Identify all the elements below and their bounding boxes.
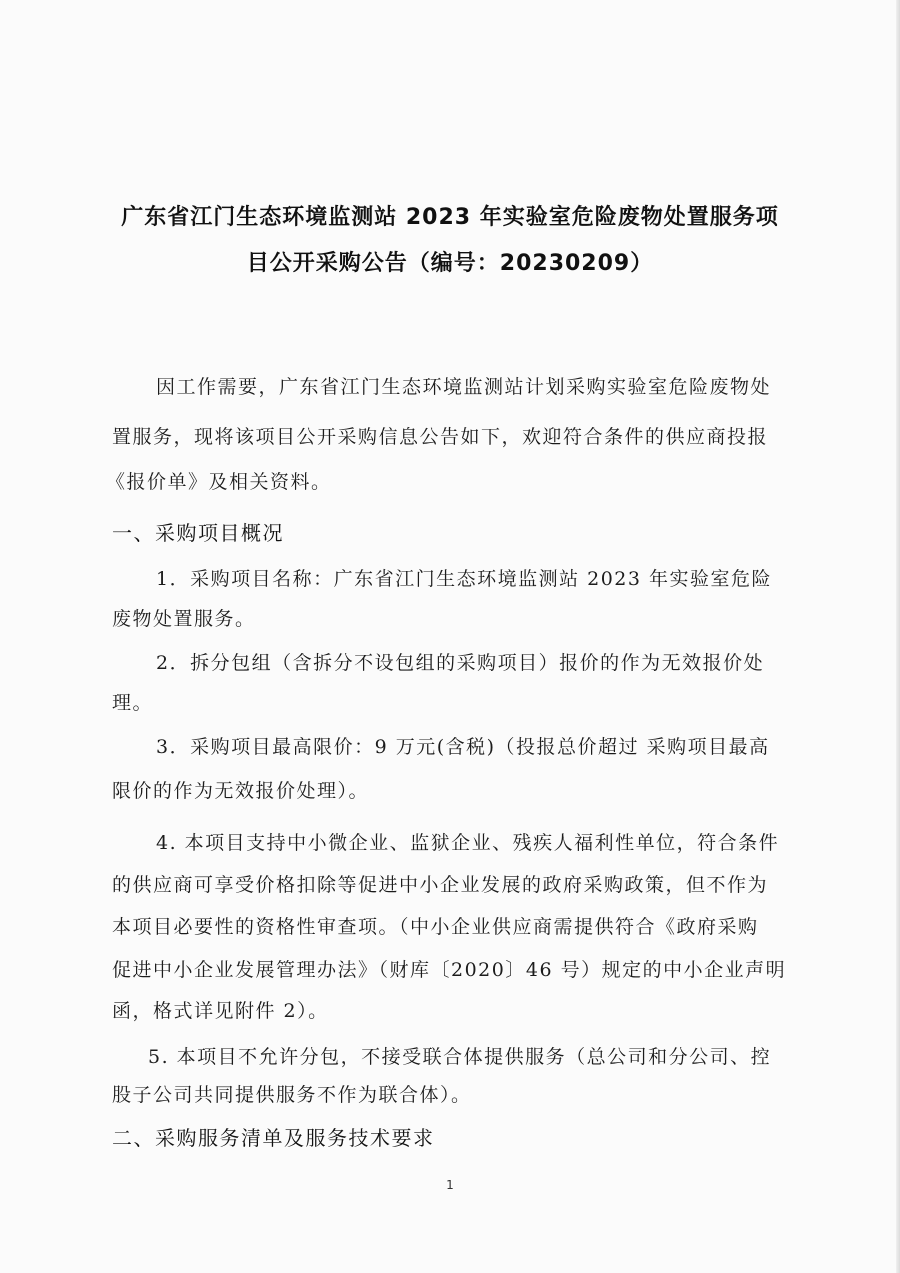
item-2-line-1: 2．拆分包组（含拆分不设包组的采购项目）报价的作为无效报价处 <box>156 652 765 674</box>
scan-edge <box>896 0 900 1273</box>
item-2-line-2: 理。 <box>112 692 154 714</box>
intro-line-1: 因工作需要，广东省江门生态环境监测站计划采购实验室危险废物处 <box>156 376 772 398</box>
item-4-line-1: 4. 本项目支持中小微企业、监狱企业、残疾人福利性单位，符合条件 <box>156 832 780 854</box>
item-3-line-1: 3．采购项目最高限价：9 万元(含税)（投报总价超过 采购项目最高 <box>156 736 770 758</box>
item-4-line-5: 函，格式详见附件 2）。 <box>112 1000 329 1022</box>
item-4-line-3: 本项目必要性的资格性审查项。（中小企业供应商需提供符合《政府采购 <box>112 916 759 938</box>
intro-line-2: 置服务，现将该项目公开采购信息公告如下，欢迎符合条件的供应商投报 <box>112 426 769 448</box>
intro-line-3: 《报价单》及相关资料。 <box>106 471 332 493</box>
item-5-line-1: 5. 本项目不允许分包，不接受联合体提供服务（总公司和分公司、控 <box>148 1046 772 1068</box>
item-3-line-2: 限价的作为无效报价处理）。 <box>112 780 370 802</box>
item-4-line-2: 的供应商可享受价格扣除等促进中小企业发展的政府采购政策，但不作为 <box>112 874 769 896</box>
section-1-heading: 一、采购项目概况 <box>112 521 284 545</box>
section-2-heading: 二、采购服务清单及服务技术要求 <box>112 1126 435 1150</box>
item-1-line-1: 1．采购项目名称：广东省江门生态环境监测站 2023 年实验室危险 <box>156 568 773 590</box>
document-title-line-1: 广东省江门生态环境监测站 2023 年实验室危险废物处置服务项 <box>121 205 779 230</box>
page-number: 1 <box>446 1178 454 1192</box>
document-title-line-2: 目公开采购公告（编号：20230209） <box>246 251 654 276</box>
item-4-line-4: 促进中小企业发展管理办法》（财库〔2020〕46 号）规定的中小企业声明 <box>112 959 787 981</box>
item-1-line-2: 废物处置服务。 <box>112 608 256 630</box>
item-5-line-2: 股子公司共同提供服务不作为联合体）。 <box>112 1084 472 1106</box>
